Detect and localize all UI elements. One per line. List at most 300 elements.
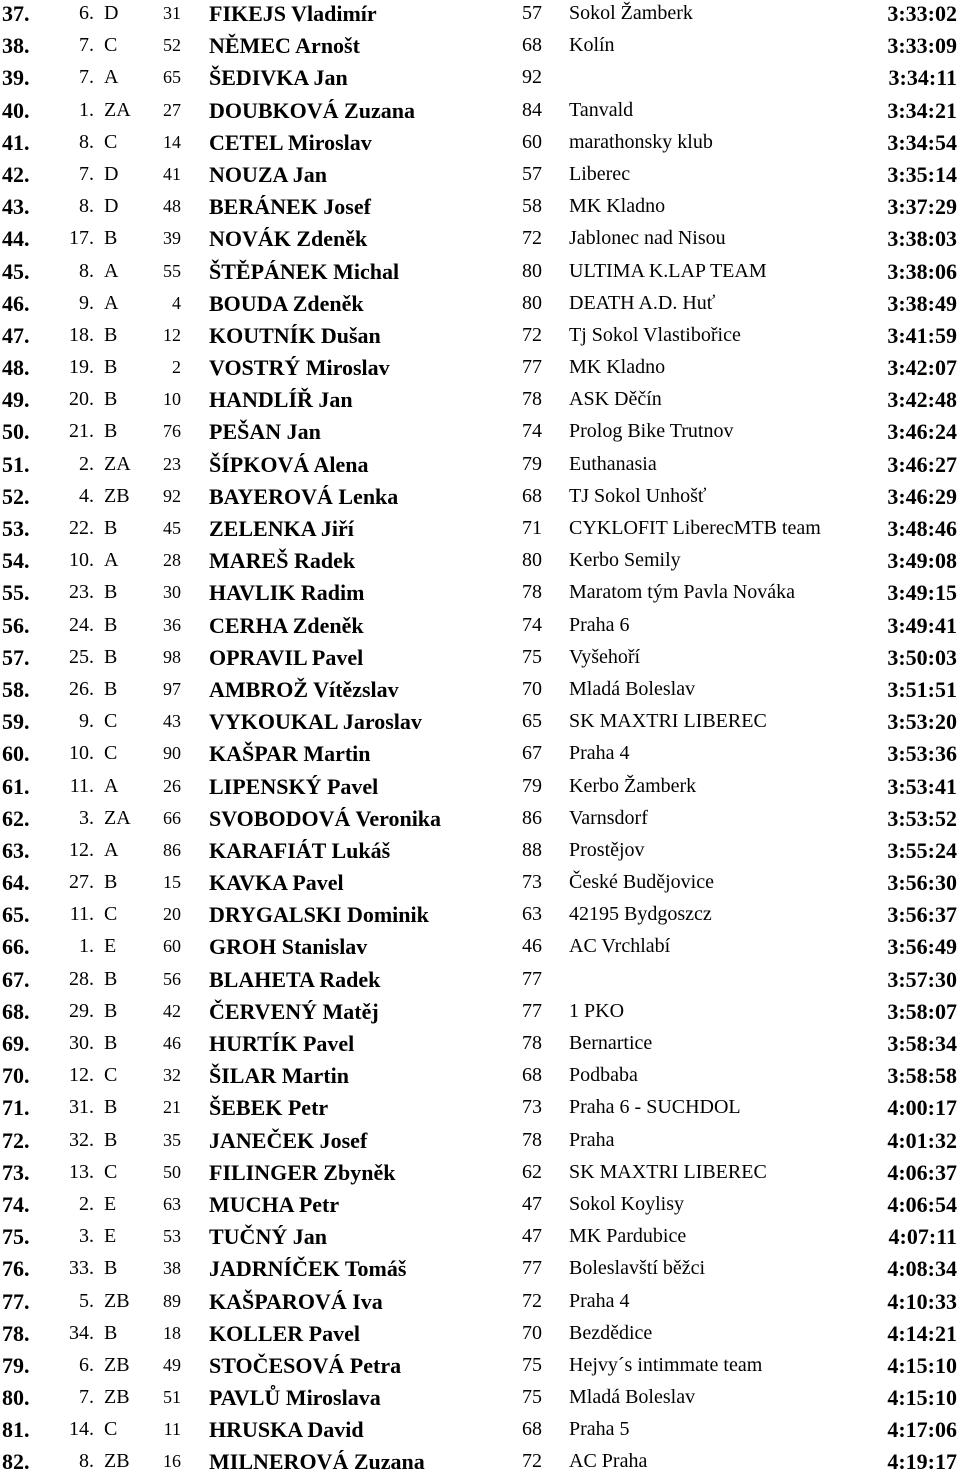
finish-time: 4:00:17 (887, 1095, 957, 1121)
runner-name: KAŠPAR Martin (209, 741, 371, 767)
overall-position: 41. (2, 129, 30, 155)
category-position: 2. (79, 452, 94, 475)
club: Praha 4 (569, 742, 630, 765)
club: MK Pardubice (569, 1225, 687, 1248)
table-row (0, 612, 960, 644)
birth-year: 78 (522, 388, 542, 411)
category: E (104, 1225, 117, 1248)
start-number: 16 (163, 1451, 181, 1472)
birth-year: 67 (522, 742, 542, 765)
club: Hejvy´s intimmate team (569, 1353, 763, 1376)
table-row (0, 129, 960, 161)
category: B (104, 356, 118, 379)
overall-position: 59. (2, 709, 30, 735)
category: A (104, 838, 119, 861)
category: ZA (104, 98, 131, 121)
club: Tanvald (569, 98, 634, 121)
table-row (0, 64, 960, 96)
overall-position: 74. (2, 1191, 30, 1217)
finish-time: 4:15:10 (887, 1352, 957, 1378)
club: Praha 6 (569, 613, 630, 636)
runner-name: KAVKA Pavel (209, 870, 344, 896)
birth-year: 77 (522, 356, 542, 379)
table-row (0, 1320, 960, 1352)
start-number: 30 (163, 582, 181, 603)
birth-year: 47 (522, 1225, 542, 1248)
category-position: 10. (69, 742, 94, 765)
start-number: 15 (163, 872, 181, 893)
finish-time: 3:33:02 (887, 1, 957, 26)
category-position: 30. (69, 1032, 94, 1054)
birth-year: 75 (522, 1386, 542, 1409)
club: MK Kladno (569, 356, 666, 379)
overall-position: 49. (2, 387, 30, 413)
finish-time: 3:51:51 (887, 676, 957, 702)
start-number: 86 (163, 839, 181, 860)
birth-year: 57 (522, 2, 542, 24)
start-number: 53 (163, 1226, 181, 1247)
birth-year: 79 (522, 452, 542, 475)
finish-time: 4:19:17 (887, 1449, 957, 1475)
table-row (0, 1352, 960, 1384)
category-position: 17. (69, 227, 94, 250)
club: Prostějov (569, 838, 645, 861)
overall-position: 69. (2, 1031, 30, 1056)
birth-year: 73 (522, 1096, 542, 1119)
finish-time: 3:56:37 (887, 902, 957, 928)
overall-position: 77. (2, 1288, 30, 1314)
category: A (104, 291, 119, 314)
runner-name: BLAHETA Radek (209, 966, 381, 992)
start-number: 66 (163, 807, 181, 828)
overall-position: 56. (2, 612, 30, 638)
overall-position: 73. (2, 1159, 30, 1185)
runner-name: ŠEDIVKA Jan (209, 65, 348, 91)
finish-time: 3:37:29 (887, 194, 957, 220)
club: ULTIMA K.LAP TEAM (569, 259, 767, 282)
finish-time: 3:49:15 (887, 580, 957, 606)
overall-position: 79. (2, 1352, 30, 1378)
category-position: 19. (69, 356, 94, 379)
finish-time: 3:50:03 (887, 644, 957, 670)
overall-position: 80. (2, 1385, 30, 1411)
birth-year: 78 (522, 1032, 542, 1054)
table-row (0, 1159, 960, 1191)
runner-name: KOLLER Pavel (209, 1320, 360, 1346)
club: marathonsky klub (569, 130, 713, 153)
runner-name: ŠEBEK Petr (209, 1095, 329, 1121)
birth-year: 73 (522, 871, 542, 894)
club: Varnsdorf (569, 806, 648, 829)
overall-position: 46. (2, 290, 30, 316)
start-number: 28 (163, 550, 181, 571)
category-position: 23. (69, 581, 94, 604)
finish-time: 3:38:06 (887, 258, 957, 284)
runner-name: BERÁNEK Josef (209, 194, 371, 220)
club: Euthanasia (569, 452, 657, 475)
birth-year: 80 (522, 291, 542, 314)
birth-year: 68 (522, 34, 542, 57)
birth-year: 77 (522, 999, 542, 1022)
finish-time: 3:58:58 (887, 1063, 957, 1089)
category-position: 7. (79, 66, 94, 89)
birth-year: 68 (522, 484, 542, 507)
finish-time: 3:53:52 (887, 805, 957, 831)
category-position: 32. (69, 1128, 94, 1151)
category: A (104, 774, 119, 797)
overall-position: 71. (2, 1095, 30, 1121)
category: E (104, 1192, 117, 1215)
runner-name: VOSTRÝ Miroslav (209, 355, 390, 381)
runner-name: KOUTNÍK Dušan (209, 322, 381, 348)
finish-time: 4:14:21 (887, 1320, 957, 1346)
runner-name: CERHA Zdeněk (209, 612, 364, 638)
table-row (0, 901, 960, 933)
start-number: 35 (163, 1129, 181, 1150)
category-position: 2. (79, 1192, 94, 1215)
finish-time: 3:33:09 (887, 33, 957, 59)
club: Praha 6 - SUCHDOL (569, 1096, 741, 1119)
overall-position: 58. (2, 676, 30, 702)
category-position: 26. (69, 677, 94, 700)
club: Kolín (569, 34, 615, 57)
start-number: 55 (163, 260, 181, 281)
overall-position: 44. (2, 226, 30, 252)
runner-name: BOUDA Zdeněk (209, 290, 364, 316)
category-position: 7. (79, 1386, 94, 1409)
category-position: 7. (79, 34, 94, 57)
category: C (104, 903, 118, 926)
finish-time: 3:34:11 (888, 65, 957, 91)
table-row (0, 1223, 960, 1255)
category: C (104, 710, 118, 733)
finish-time: 3:58:34 (887, 1031, 957, 1056)
category-position: 12. (69, 1064, 94, 1087)
birth-year: 70 (522, 1321, 542, 1344)
birth-year: 86 (522, 806, 542, 829)
table-row (0, 676, 960, 708)
finish-time: 3:46:27 (887, 451, 957, 477)
club: Praha (569, 1128, 615, 1151)
overall-position: 81. (2, 1417, 30, 1443)
club: Jablonec nad Nisou (569, 227, 726, 250)
category-position: 33. (69, 1257, 94, 1280)
runner-name: MUCHA Petr (209, 1191, 340, 1217)
table-row (0, 483, 960, 515)
category: B (104, 1032, 118, 1054)
category-position: 9. (79, 291, 94, 314)
category-position: 6. (79, 2, 94, 24)
start-number: 51 (163, 1387, 181, 1408)
birth-year: 80 (522, 549, 542, 572)
category-position: 10. (69, 549, 94, 572)
category-position: 31. (69, 1096, 94, 1119)
category: B (104, 227, 118, 250)
club: CYKLOFIT LiberecMTB team (569, 517, 821, 539)
category-position: 18. (69, 323, 94, 346)
table-row (0, 0, 960, 32)
club: Mladá Boleslav (569, 677, 696, 700)
runner-name: FILINGER Zbyněk (209, 1159, 396, 1185)
start-number: 12 (163, 324, 181, 345)
table-row (0, 1094, 960, 1126)
start-number: 38 (163, 1258, 181, 1279)
table-row (0, 998, 960, 1030)
overall-position: 53. (2, 516, 30, 541)
table-row (0, 515, 960, 547)
finish-time: 3:49:08 (887, 548, 957, 574)
table-row (0, 97, 960, 129)
category-position: 8. (79, 1450, 94, 1473)
category-position: 1. (79, 98, 94, 121)
start-number: 2 (172, 357, 181, 378)
start-number: 31 (163, 3, 181, 23)
category: ZB (104, 1450, 130, 1473)
birth-year: 47 (522, 1192, 542, 1215)
start-number: 48 (163, 196, 181, 217)
runner-name: DOUBKOVÁ Zuzana (209, 97, 415, 123)
runner-name: LIPENSKÝ Pavel (209, 773, 379, 799)
runner-name: ŠÍPKOVÁ Alena (209, 451, 369, 477)
category: B (104, 1257, 118, 1280)
category: ZA (104, 806, 131, 829)
finish-time: 3:34:21 (887, 97, 957, 123)
table-row (0, 322, 960, 354)
overall-position: 65. (2, 902, 30, 928)
overall-position: 38. (2, 33, 30, 59)
category: B (104, 1321, 118, 1344)
start-number: 97 (163, 678, 181, 699)
overall-position: 37. (2, 1, 30, 26)
club: Sokol Žamberk (569, 2, 693, 24)
category-position: 5. (79, 1289, 94, 1312)
finish-time: 3:42:48 (887, 387, 957, 413)
finish-time: 3:46:29 (887, 483, 957, 509)
runner-name: JADRNÍČEK Tomáš (209, 1256, 407, 1282)
finish-time: 3:48:46 (887, 516, 957, 541)
start-number: 39 (163, 228, 181, 249)
overall-position: 57. (2, 644, 30, 670)
category: ZB (104, 1289, 130, 1312)
finish-time: 3:46:24 (887, 419, 957, 445)
table-row (0, 418, 960, 450)
overall-position: 75. (2, 1224, 30, 1250)
birth-year: 88 (522, 838, 542, 861)
category-position: 3. (79, 806, 94, 829)
club: Praha 5 (569, 1418, 630, 1441)
birth-year: 72 (522, 323, 542, 346)
runner-name: ŠTĚPÁNEK Michal (209, 258, 400, 284)
runner-name: AMBROŽ Vítězslav (209, 676, 399, 702)
club: 1 PKO (569, 999, 625, 1022)
club: Bezdědice (569, 1321, 653, 1344)
runner-name: PEŠAN Jan (209, 419, 321, 445)
category-position: 34. (69, 1321, 94, 1344)
birth-year: 84 (522, 98, 542, 121)
table-row (0, 966, 960, 998)
table-row (0, 1384, 960, 1416)
finish-time: 3:34:54 (887, 129, 957, 155)
runner-name: TUČNÝ Jan (209, 1224, 327, 1250)
birth-year: 78 (522, 581, 542, 604)
finish-time: 4:06:37 (887, 1159, 957, 1185)
runner-name: BAYEROVÁ Lenka (209, 483, 399, 509)
finish-time: 3:42:07 (887, 355, 957, 381)
table-row (0, 805, 960, 837)
overall-position: 40. (2, 97, 30, 123)
birth-year: 68 (522, 1064, 542, 1087)
table-row (0, 1416, 960, 1448)
overall-position: 61. (2, 773, 30, 799)
runner-name: KAŠPAROVÁ Iva (209, 1288, 383, 1314)
club: Maratom tým Pavla Nováka (569, 581, 796, 604)
runner-name: HANDLÍŘ Jan (209, 387, 353, 413)
overall-position: 52. (2, 483, 30, 509)
runner-name: NĚMEC Arnošt (209, 33, 360, 59)
table-row (0, 225, 960, 257)
category: A (104, 259, 119, 282)
overall-position: 48. (2, 355, 30, 381)
club: ASK Děčín (569, 388, 662, 411)
table-row (0, 740, 960, 772)
category: ZA (104, 452, 131, 475)
runner-name: HURTÍK Pavel (209, 1031, 355, 1056)
overall-position: 68. (2, 998, 30, 1024)
category: C (104, 742, 118, 765)
runner-name: NOVÁK Zdeněk (209, 226, 368, 252)
start-number: 42 (163, 1000, 181, 1021)
birth-year: 75 (522, 1353, 542, 1376)
table-row (0, 1127, 960, 1159)
category-position: 21. (69, 420, 94, 443)
category: ZB (104, 1353, 130, 1376)
finish-time: 3:49:41 (887, 612, 957, 638)
club: Kerbo Semily (569, 549, 681, 572)
category-position: 20. (69, 388, 94, 411)
runner-name: DRYGALSKI Dominik (209, 902, 429, 928)
birth-year: 72 (522, 1450, 542, 1473)
category: B (104, 323, 118, 346)
table-row (0, 161, 960, 193)
table-row (0, 32, 960, 64)
category-position: 13. (69, 1160, 94, 1183)
finish-time: 3:41:59 (887, 322, 957, 348)
birth-year: 63 (522, 903, 542, 926)
table-row (0, 933, 960, 965)
category: B (104, 420, 118, 443)
table-row (0, 1030, 960, 1062)
table-row (0, 644, 960, 676)
finish-time: 3:35:14 (887, 161, 957, 187)
category-position: 11. (69, 774, 94, 797)
club: SK MAXTRI LIBEREC (569, 710, 767, 733)
runner-name: SVOBODOVÁ Veronika (209, 805, 442, 831)
overall-position: 67. (2, 966, 30, 992)
start-number: 26 (163, 775, 181, 796)
category-position: 12. (69, 838, 94, 861)
runner-name: GROH Stanislav (209, 934, 368, 960)
finish-time: 3:53:41 (887, 773, 957, 799)
club: SK MAXTRI LIBEREC (569, 1160, 767, 1183)
finish-time: 3:53:20 (887, 709, 957, 735)
start-number: 56 (163, 968, 181, 989)
overall-position: 66. (2, 934, 30, 960)
club: Bernartice (569, 1032, 653, 1054)
birth-year: 74 (522, 420, 542, 443)
birth-year: 92 (522, 66, 542, 89)
birth-year: 78 (522, 1128, 542, 1151)
runner-name: HAVLIK Radim (209, 580, 365, 606)
birth-year: 58 (522, 195, 542, 218)
start-number: 90 (163, 743, 181, 764)
runner-name: JANEČEK Josef (209, 1127, 368, 1153)
category: B (104, 517, 118, 539)
category: D (104, 162, 119, 185)
birth-year: 72 (522, 227, 542, 250)
start-number: 23 (163, 453, 181, 474)
finish-time: 4:15:10 (887, 1385, 957, 1411)
category: B (104, 645, 118, 668)
table-row (0, 869, 960, 901)
category: C (104, 1064, 118, 1087)
category: B (104, 388, 118, 411)
birth-year: 62 (522, 1160, 542, 1183)
category: C (104, 34, 118, 57)
category: B (104, 1096, 118, 1119)
runner-name: PAVLŮ Miroslava (209, 1385, 381, 1411)
start-number: 4 (172, 292, 181, 313)
finish-time: 3:57:30 (887, 966, 957, 992)
category-position: 29. (69, 999, 94, 1022)
table-row (0, 579, 960, 611)
club: MK Kladno (569, 195, 666, 218)
table-row (0, 258, 960, 290)
start-number: 32 (163, 1065, 181, 1086)
table-row (0, 451, 960, 483)
overall-position: 78. (2, 1320, 30, 1346)
club: Vyšehoří (569, 645, 641, 668)
category: B (104, 999, 118, 1022)
club: Prolog Bike Trutnov (569, 420, 734, 443)
overall-position: 72. (2, 1127, 30, 1153)
club: Praha 4 (569, 1289, 630, 1312)
category-position: 8. (79, 130, 94, 153)
start-number: 45 (163, 518, 181, 538)
finish-time: 3:53:36 (887, 741, 957, 767)
category: B (104, 967, 118, 990)
start-number: 20 (163, 904, 181, 925)
overall-position: 43. (2, 194, 30, 220)
category-position: 27. (69, 871, 94, 894)
start-number: 41 (163, 163, 181, 184)
start-number: 76 (163, 421, 181, 442)
category-position: 8. (79, 259, 94, 282)
table-row (0, 837, 960, 869)
overall-position: 64. (2, 870, 30, 896)
runner-name: ZELENKA Jiří (209, 516, 354, 541)
category-position: 14. (69, 1418, 94, 1441)
category: A (104, 66, 119, 89)
start-number: 60 (163, 936, 181, 957)
overall-position: 39. (2, 65, 30, 91)
overall-position: 76. (2, 1256, 30, 1282)
runner-name: VYKOUKAL Jaroslav (209, 709, 422, 735)
club: 42195 Bydgoszcz (569, 903, 712, 926)
category: C (104, 1418, 118, 1441)
finish-time: 4:17:06 (887, 1417, 957, 1443)
runner-name: CETEL Miroslav (209, 129, 372, 155)
category: A (104, 549, 119, 572)
